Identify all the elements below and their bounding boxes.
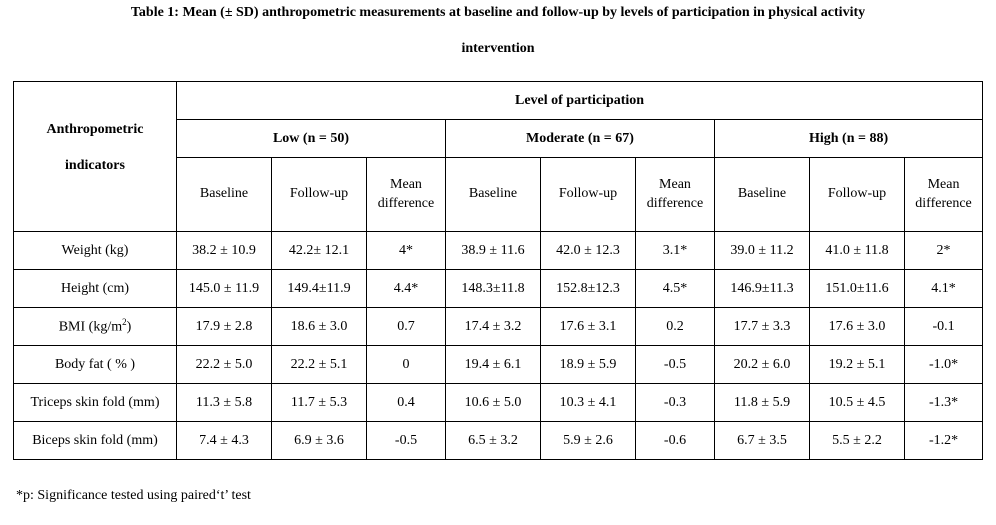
subheader-followup-low: Follow-up — [272, 158, 367, 232]
subheader-baseline-moderate: Baseline — [446, 158, 541, 232]
group-header-moderate: Moderate (n = 67) — [446, 120, 715, 158]
table-cell: 4.4* — [367, 270, 446, 308]
table-cell: 17.6 ± 3.1 — [541, 308, 636, 346]
table-cell: 19.2 ± 5.1 — [810, 346, 905, 384]
subheader-baseline-low: Baseline — [177, 158, 272, 232]
table-cell: 17.4 ± 3.2 — [446, 308, 541, 346]
table-cell: 4.1* — [905, 270, 983, 308]
row-label: Biceps skin fold (mm) — [14, 422, 177, 460]
row-label — [14, 308, 177, 346]
table-row — [14, 270, 983, 308]
table-cell: 42.0 ± 12.3 — [541, 232, 636, 270]
table-cell: -0.5 — [636, 346, 715, 384]
indicator-header-line2: indicators — [65, 158, 125, 173]
table-cell: 11.3 ± 5.8 — [177, 384, 272, 422]
table-cell: 6.9 ± 3.6 — [272, 422, 367, 460]
subheader-followup-high: Follow-up — [810, 158, 905, 232]
indicator-header — [14, 82, 177, 232]
mean-label-line1: Mean — [659, 177, 691, 192]
table-cell: 5.5 ± 2.2 — [810, 422, 905, 460]
subheader-followup-moderate: Follow-up — [541, 158, 636, 232]
table-cell: 17.7 ± 3.3 — [715, 308, 810, 346]
table-cell: 38.9 ± 11.6 — [446, 232, 541, 270]
table-cell: -0.5 — [367, 422, 446, 460]
table-cell: 22.2 ± 5.1 — [272, 346, 367, 384]
level-header: Level of participation — [177, 82, 983, 120]
group-header-low: Low (n = 50) — [177, 120, 446, 158]
mean-label-line1: Mean — [927, 177, 960, 192]
table-cell: 11.8 ± 5.9 — [715, 384, 810, 422]
table-cell: 151.0±11.6 — [810, 270, 905, 308]
table-cell: 6.7 ± 3.5 — [715, 422, 810, 460]
subheader-mean-difference-high — [905, 158, 983, 232]
table-cell: 11.7 ± 5.3 — [272, 384, 367, 422]
table-cell: 19.4 ± 6.1 — [446, 346, 541, 384]
subheader-mean-difference-low — [367, 158, 446, 232]
table-cell: 149.4±11.9 — [272, 270, 367, 308]
table-row — [14, 422, 983, 460]
mean-label-line2: difference — [646, 195, 704, 211]
row-label: Triceps skin fold (mm) — [14, 384, 177, 422]
table-cell: 152.8±12.3 — [541, 270, 636, 308]
group-header-high: High (n = 88) — [715, 120, 983, 158]
table-cell: 38.2 ± 10.9 — [177, 232, 272, 270]
table-title: Table 1: Mean (± SD) anthropometric measurements at baseline and follow-up by levels of participation in physical activity — [130, 5, 866, 20]
table-cell: 146.9±11.3 — [715, 270, 810, 308]
table-cell: 20.2 ± 6.0 — [715, 346, 810, 384]
table-cell: 7.4 ± 4.3 — [177, 422, 272, 460]
table-cell: 6.5 ± 3.2 — [446, 422, 541, 460]
table-row — [14, 384, 983, 422]
row-label-text-end: ) — [126, 319, 132, 335]
table-cell: 145.0 ± 11.9 — [177, 270, 272, 308]
anthropometric-table — [13, 81, 983, 460]
table-cell: 10.3 ± 4.1 — [541, 384, 636, 422]
table-cell: -0.1 — [905, 308, 983, 346]
table-cell: -1.3* — [905, 384, 983, 422]
indicator-header-line1: Anthropometric — [46, 122, 144, 137]
row-label-superscript: 2 — [122, 317, 127, 328]
table-cell: 0 — [367, 346, 446, 384]
table-cell: 17.9 ± 2.8 — [177, 308, 272, 346]
table-row — [14, 232, 983, 270]
table-cell: 4* — [367, 232, 446, 270]
table-cell: 18.9 ± 5.9 — [541, 346, 636, 384]
table-row — [14, 346, 983, 384]
subheader-mean-difference-moderate — [636, 158, 715, 232]
table-cell: 39.0 ± 11.2 — [715, 232, 810, 270]
mean-label-line1: Mean — [390, 177, 422, 192]
row-label-text: BMI (kg/m — [58, 319, 123, 335]
table-cell: -1.2* — [905, 422, 983, 460]
table-cell: 10.6 ± 5.0 — [446, 384, 541, 422]
mean-label-line2: difference — [915, 195, 972, 211]
table-cell: 41.0 ± 11.8 — [810, 232, 905, 270]
table-cell: 148.3±11.8 — [446, 270, 541, 308]
table-row — [14, 308, 983, 346]
table-cell: 17.6 ± 3.0 — [810, 308, 905, 346]
table-cell: 42.2± 12.1 — [272, 232, 367, 270]
table-cell: -1.0* — [905, 346, 983, 384]
table-cell: 22.2 ± 5.0 — [177, 346, 272, 384]
row-label: Height (cm) — [14, 270, 177, 308]
table-cell: 10.5 ± 4.5 — [810, 384, 905, 422]
table-cell: 3.1* — [636, 232, 715, 270]
table-cell: 0.2 — [636, 308, 715, 346]
table-cell: -0.6 — [636, 422, 715, 460]
table-title-continued: intervention — [461, 41, 535, 56]
subheader-baseline-high: Baseline — [715, 158, 810, 232]
table-cell: -0.3 — [636, 384, 715, 422]
table-cell: 0.4 — [367, 384, 446, 422]
mean-label-line2: difference — [377, 195, 435, 211]
table-cell: 2* — [905, 232, 983, 270]
row-label: Weight (kg) — [14, 232, 177, 270]
row-label: Body fat ( % ) — [14, 346, 177, 384]
footnote: *p: Significance tested using paired‘t’ test — [16, 488, 251, 503]
table-cell: 4.5* — [636, 270, 715, 308]
table-cell: 5.9 ± 2.6 — [541, 422, 636, 460]
table-cell: 18.6 ± 3.0 — [272, 308, 367, 346]
table-cell: 0.7 — [367, 308, 446, 346]
